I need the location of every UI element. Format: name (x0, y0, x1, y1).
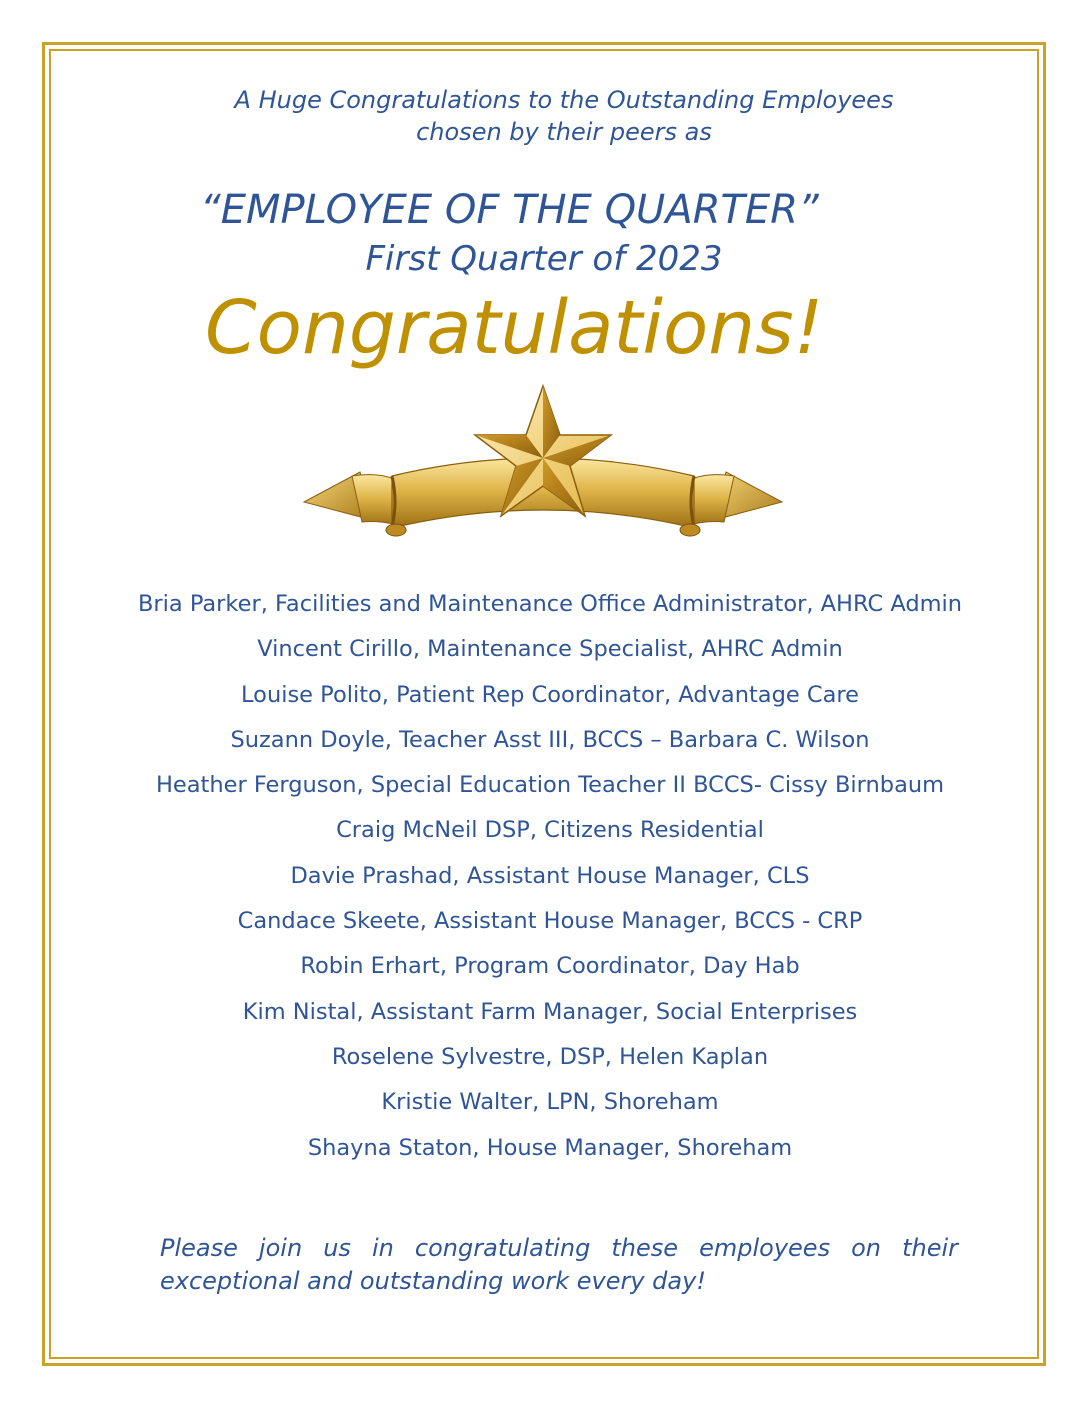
closing-line-1: Please join us in congratulating these employees on their (160, 1234, 958, 1262)
list-item: Bria Parker, Facilities and Maintenance Office Administrator, AHRC Admin (137, 591, 963, 617)
list-item: Candace Skeete, Assistant House Manager, BCCS - CRP (237, 908, 863, 935)
quarter-label: First Quarter of 2023 (365, 239, 723, 279)
list-item: Kim Nistal, Assistant Farm Manager, Social Enterprises (242, 998, 858, 1025)
award-title: “EMPLOYEE OF THE QUARTER” (200, 187, 819, 233)
list-item: Suzann Doyle, Teacher Asst III, BCCS – Barbara C. Wilson (230, 726, 870, 753)
congratulations-headline: Congratulations! (205, 285, 824, 371)
list-item: Roselene Sylvestre, DSP, Helen Kaplan (331, 1043, 769, 1070)
list-item: Vincent Cirillo, Maintenance Specialist, AHRC Admin (257, 636, 843, 663)
closing-message (160, 1232, 958, 1298)
employee-list (0, 582, 1088, 1171)
intro-text (0, 84, 1088, 148)
list-item: Heather Ferguson, Special Education Teacher II BCCS- Cissy Birnbaum (155, 772, 945, 799)
list-item: Craig McNeil DSP, Citizens Residential (336, 817, 764, 844)
list-item: Kristie Walter, LPN, Shoreham (381, 1089, 719, 1116)
intro-line-1: A Huge Congratulations to the Outstanding Employees (234, 86, 894, 114)
list-item: Robin Erhart, Program Coordinator, Day Hab (300, 953, 800, 980)
list-item: Louise Polito, Patient Rep Coordinator, Advantage Care (241, 681, 859, 708)
gold-star-ribbon-icon (300, 380, 786, 546)
list-item: Davie Prashad, Assistant House Manager, CLS (290, 862, 810, 889)
intro-line-2: chosen by their peers as (416, 118, 712, 146)
closing-line-2: exceptional and outstanding work every day! (160, 1267, 706, 1295)
list-item: Shayna Staton, House Manager, Shoreham (307, 1134, 793, 1161)
